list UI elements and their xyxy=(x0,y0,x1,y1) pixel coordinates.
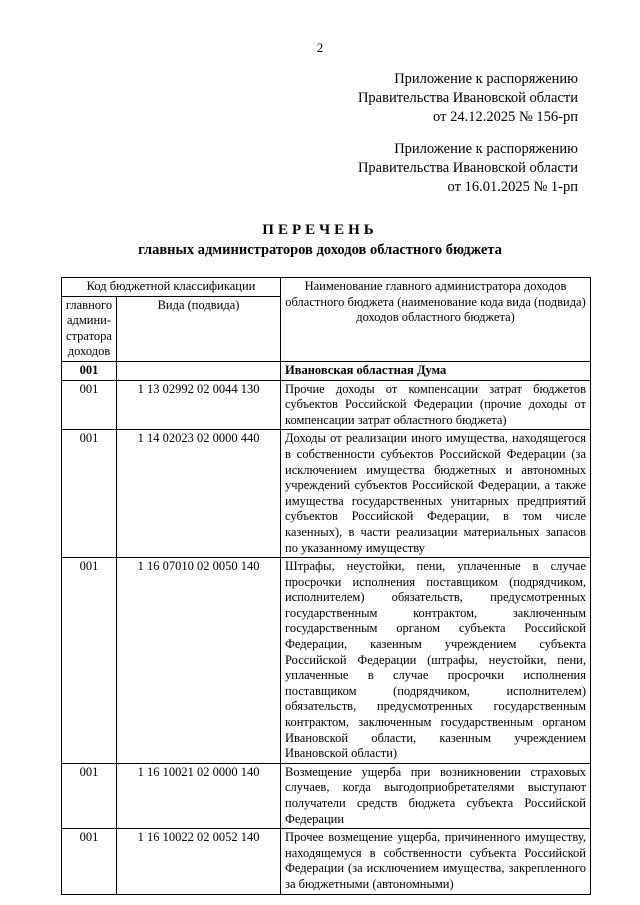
row-admin-code: 001 xyxy=(62,558,117,764)
row-revenue-name: Прочее возмещение ущерба, причиненного имуществу, находящемуся в собственности субъекта Российской Федерации (за исключением имущества, закрепленного за бюджетными (автономными) xyxy=(281,829,591,894)
row-admin-code: 001 xyxy=(62,430,117,558)
appendix-1-line-2: Правительства Ивановской области xyxy=(357,90,578,106)
appendix-2-line-2: Правительства Ивановской области xyxy=(357,160,578,176)
row-revenue-name: Штрафы, неустойки, пени, уплаченные в случае просрочки исполнения поставщиком (подрядчиком, исполнителем) обязательств, предусмотренных государственным контрактом, заключенным государственным органом субъекта Российской Федерации, казенным учреждением субъекта Российской Федерации (штрафы, неустойки, пени, уплаченные в случае просрочки исполнения поставщиком (подрядчиком, исполнителем) обязательств, предусмотренных государственным контрактом, заключенным государственным органом Ивановской области, казенным учреждением Ивановской области) xyxy=(281,558,591,764)
row-revenue-code: 1 13 02992 02 0044 130 xyxy=(117,380,281,430)
table-row xyxy=(62,430,591,558)
header-budget-classification: Код бюджетной классификации xyxy=(62,278,281,297)
revenue-administrators-table xyxy=(61,277,591,895)
appendix-note-2 xyxy=(358,140,578,197)
appendix-2-line-1: Приложение к распоряжению xyxy=(394,141,578,157)
header-name-column: Наименование главного администратора доходов областного бюджета (наименование кода вида (подвида) доходов областного бюджета) xyxy=(281,278,591,362)
row-revenue-code: 1 14 02023 02 0000 440 xyxy=(117,430,281,558)
header-kind-column: Вида (подвида) xyxy=(117,296,281,361)
row-revenue-name: Возмещение ущерба при возникновении страховых случаев, когда выгодоприобретателями выступают получатели средств бюджета субъекта Российской Федерации xyxy=(281,763,591,828)
table-row xyxy=(62,829,591,894)
appendix-1-line-1: Приложение к распоряжению xyxy=(394,71,578,87)
row-admin-code: 001 xyxy=(62,829,117,894)
document-title: ПЕРЕЧЕНЬ xyxy=(262,222,378,238)
table-header-row xyxy=(62,278,591,297)
header-admin-column: главного админи-стратора доходов xyxy=(62,296,117,361)
row-admin-code: 001 xyxy=(62,380,117,430)
table-row xyxy=(62,380,591,430)
appendix-1-line-3: от 24.12.2025 № 156-рп xyxy=(433,109,578,125)
table-row xyxy=(62,558,591,764)
document-subtitle: главных администраторов доходов областного бюджета xyxy=(138,242,502,258)
section-admin-name: Ивановская областная Дума xyxy=(281,361,591,380)
row-revenue-code: 1 16 07010 02 0050 140 xyxy=(117,558,281,764)
row-revenue-name: Доходы от реализации иного имущества, находящегося в собственности субъектов Российской Федерации (за исключением имущества бюджетных и автономных учреждений субъектов Российской Федерации, а также имущества государственных унитарных предприятий субъектов Российской Федерации, в том числе казенных), в части реализации материальных запасов по указанному имуществу xyxy=(281,430,591,558)
appendix-2-line-3: от 16.01.2025 № 1-рп xyxy=(447,179,578,195)
section-row xyxy=(62,361,591,380)
page-number: 2 xyxy=(316,40,324,55)
table-row xyxy=(62,763,591,828)
section-empty-cell xyxy=(117,361,281,380)
row-revenue-name: Прочие доходы от компенсации затрат бюджетов субъектов Российской Федерации (прочие доходы от компенсации затрат областного бюджета) xyxy=(281,380,591,430)
section-admin-code: 001 xyxy=(62,361,117,380)
row-revenue-code: 1 16 10022 02 0052 140 xyxy=(117,829,281,894)
row-revenue-code: 1 16 10021 02 0000 140 xyxy=(117,763,281,828)
row-admin-code: 001 xyxy=(62,763,117,828)
appendix-note-1 xyxy=(358,70,578,127)
